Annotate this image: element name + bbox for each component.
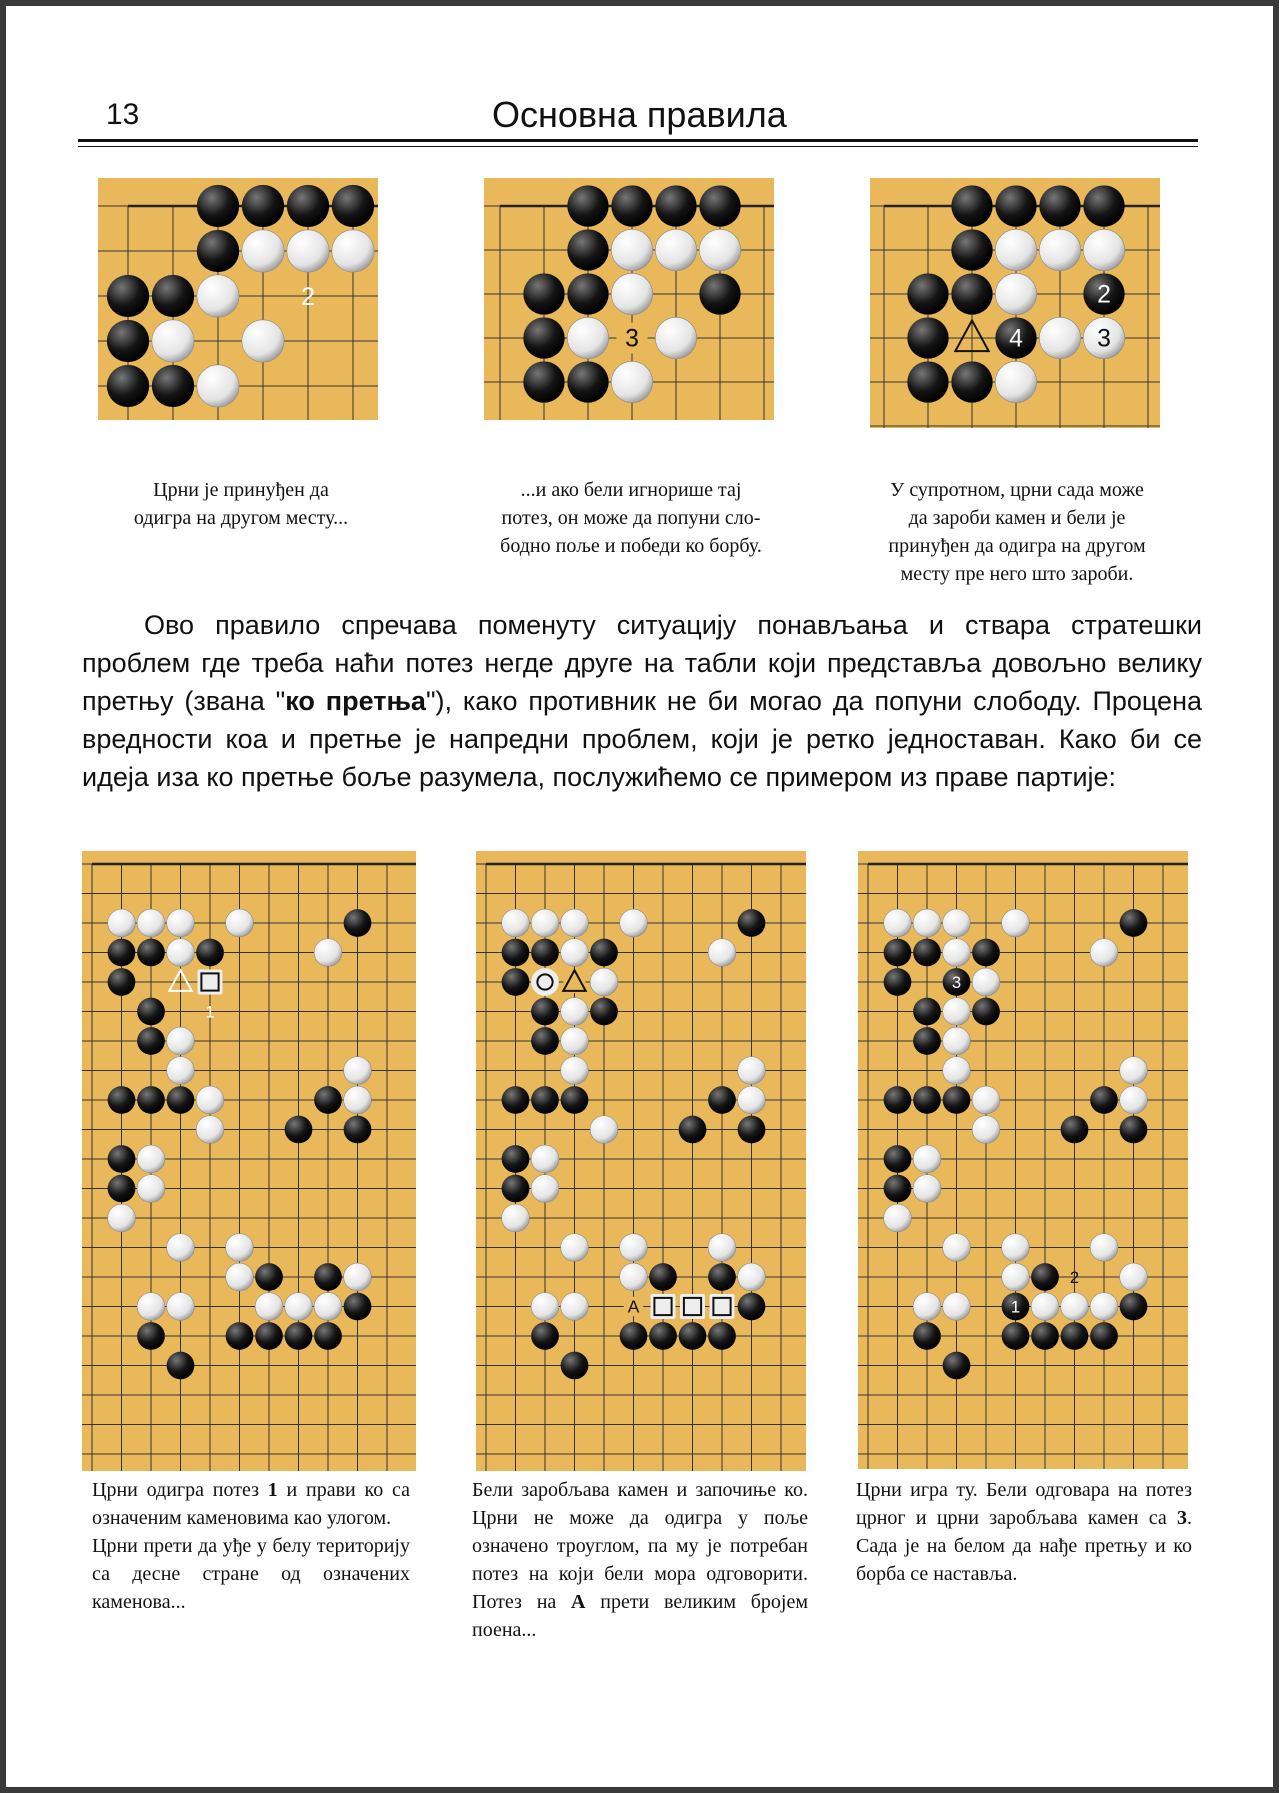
black-stone bbox=[523, 317, 564, 358]
white-stone bbox=[344, 1086, 372, 1114]
white-stone bbox=[943, 909, 971, 937]
white-stone bbox=[226, 1234, 254, 1262]
white-stone bbox=[620, 909, 648, 937]
white-stone bbox=[567, 317, 608, 358]
white-stone bbox=[913, 1293, 941, 1321]
black-stone bbox=[611, 185, 652, 226]
white-stone bbox=[1120, 1057, 1148, 1085]
black-stone bbox=[567, 273, 608, 314]
black-stone bbox=[108, 939, 136, 967]
white-stone bbox=[611, 229, 652, 270]
white-stone bbox=[1083, 229, 1124, 270]
white-stone bbox=[314, 939, 342, 967]
black-stone bbox=[907, 273, 948, 314]
white-stone bbox=[699, 229, 740, 270]
go-diagram-top-1 bbox=[98, 178, 378, 420]
black-stone bbox=[531, 1027, 559, 1055]
black-stone bbox=[708, 1322, 736, 1350]
white-stone bbox=[708, 1234, 736, 1262]
black-stone bbox=[943, 1352, 971, 1380]
white-stone bbox=[1002, 909, 1030, 937]
black-stone bbox=[137, 939, 165, 967]
black-stone bbox=[137, 998, 165, 1026]
white-stone bbox=[531, 1175, 559, 1203]
black-stone bbox=[255, 1263, 283, 1291]
white-stone bbox=[561, 1293, 589, 1321]
white-stone bbox=[285, 1293, 313, 1321]
black-stone bbox=[502, 939, 530, 967]
move-number-label: 3 bbox=[951, 972, 962, 992]
black-stone bbox=[255, 1322, 283, 1350]
black-stone bbox=[285, 1116, 313, 1144]
white-stone bbox=[1039, 317, 1080, 358]
black-stone bbox=[137, 1086, 165, 1114]
white-stone bbox=[561, 998, 589, 1026]
white-stone bbox=[995, 229, 1036, 270]
caption-line: Црни је принуђен да bbox=[153, 479, 329, 501]
caption-bold: 1 bbox=[267, 1479, 278, 1501]
caption-text: Црни одигра потез bbox=[92, 1479, 268, 1501]
caption-bottom-1 bbox=[92, 1476, 410, 1616]
white-stone bbox=[1002, 1234, 1030, 1262]
black-stone bbox=[1031, 1263, 1059, 1291]
caption-text: прети великим бројем поена... bbox=[472, 1591, 808, 1641]
black-stone bbox=[1120, 1116, 1148, 1144]
paragraph-text: "), како противник не би могао да попуни слободу. Процена вредности коа и претње је напредни проблем, који је ретко једноставан. Како би се идеја иза ко претње боље разумела, послужићемо се примером из праве партије: bbox=[82, 686, 1202, 792]
triangle-backdrop bbox=[563, 971, 585, 993]
white-stone bbox=[167, 909, 195, 937]
move-number-label: 2 bbox=[300, 282, 316, 311]
caption-top-3 bbox=[842, 476, 1192, 588]
move-number-label: 1 bbox=[205, 1002, 215, 1022]
white-stone bbox=[943, 1027, 971, 1055]
move-number-label: 2 bbox=[1097, 281, 1111, 309]
white-stone bbox=[255, 1293, 283, 1321]
black-stone bbox=[344, 1293, 372, 1321]
black-stone bbox=[502, 1086, 530, 1114]
black-stone bbox=[344, 909, 372, 937]
white-stone bbox=[620, 1234, 648, 1262]
header-rule-thin bbox=[78, 146, 1198, 147]
white-stone bbox=[226, 909, 254, 937]
black-stone bbox=[995, 185, 1036, 226]
black-stone bbox=[107, 320, 149, 362]
black-stone bbox=[738, 1116, 766, 1144]
white-stone bbox=[1090, 1234, 1118, 1262]
white-stone bbox=[226, 1263, 254, 1291]
black-stone bbox=[567, 185, 608, 226]
white-stone bbox=[332, 230, 374, 272]
white-stone bbox=[531, 909, 559, 937]
black-stone bbox=[972, 998, 1000, 1026]
white-stone bbox=[196, 1086, 224, 1114]
black-stone bbox=[344, 1116, 372, 1144]
header-rule-thick bbox=[78, 139, 1198, 142]
black-stone bbox=[620, 1322, 648, 1350]
move-number-label: 4 bbox=[1009, 325, 1023, 353]
black-stone bbox=[884, 1145, 912, 1173]
caption-line: месту пре него што зароби. bbox=[900, 563, 1134, 585]
white-stone bbox=[152, 320, 194, 362]
black-stone bbox=[531, 1322, 559, 1350]
caption-bottom-2 bbox=[472, 1476, 808, 1644]
paragraph-bold-term: ко претња bbox=[285, 686, 426, 716]
black-stone bbox=[226, 1322, 254, 1350]
white-stone bbox=[884, 1204, 912, 1232]
black-stone bbox=[287, 185, 329, 227]
white-stone bbox=[913, 909, 941, 937]
black-stone bbox=[167, 1352, 195, 1380]
white-stone bbox=[1090, 1293, 1118, 1321]
move-number-label: 2 bbox=[1069, 1267, 1080, 1287]
white-stone bbox=[197, 365, 239, 407]
black-stone bbox=[108, 1145, 136, 1173]
black-stone bbox=[523, 273, 564, 314]
caption-line: потез, он може да попуни сло- bbox=[501, 507, 761, 529]
black-stone bbox=[197, 185, 239, 227]
caption-line: бодно поље и победи ко борбу. bbox=[500, 535, 762, 557]
caption-top-1 bbox=[96, 476, 386, 532]
go-diagram-top-2 bbox=[484, 178, 774, 420]
black-stone bbox=[197, 230, 239, 272]
white-stone bbox=[242, 320, 284, 362]
black-stone bbox=[561, 1086, 589, 1114]
caption-text: Црни игра ту. Бели одговара на потез црног и црни заробљава камен са bbox=[856, 1479, 1192, 1529]
black-stone bbox=[502, 1175, 530, 1203]
go-diagram-bottom-3 bbox=[858, 851, 1198, 1471]
board-letter-label: A bbox=[627, 1296, 640, 1317]
black-stone bbox=[1090, 1322, 1118, 1350]
black-stone bbox=[531, 939, 559, 967]
white-stone bbox=[561, 1234, 589, 1262]
black-stone bbox=[167, 1086, 195, 1114]
caption-line: У супротном, црни сада може bbox=[890, 479, 1144, 501]
caption-text: . Сада је на белом да нађе претњу и ко борба се наставља. bbox=[856, 1507, 1192, 1585]
white-stone bbox=[995, 361, 1036, 402]
white-stone bbox=[561, 1027, 589, 1055]
move-number-label: 3 bbox=[625, 325, 639, 353]
move-number-label: 1 bbox=[1010, 1297, 1021, 1317]
black-stone bbox=[523, 361, 564, 402]
white-stone bbox=[943, 939, 971, 967]
black-stone bbox=[708, 1086, 736, 1114]
white-stone bbox=[314, 1293, 342, 1321]
black-stone bbox=[699, 273, 740, 314]
white-stone bbox=[1039, 229, 1080, 270]
white-stone bbox=[137, 1145, 165, 1173]
white-stone bbox=[1002, 1263, 1030, 1291]
black-stone bbox=[107, 275, 149, 317]
page-number: 13 bbox=[106, 98, 140, 131]
white-stone bbox=[167, 1293, 195, 1321]
white-stone bbox=[738, 1263, 766, 1291]
black-stone bbox=[738, 1293, 766, 1321]
black-stone bbox=[913, 1322, 941, 1350]
white-stone bbox=[287, 230, 329, 272]
black-stone bbox=[951, 229, 992, 270]
black-stone bbox=[567, 361, 608, 402]
black-stone bbox=[561, 1352, 589, 1380]
black-stone bbox=[502, 1145, 530, 1173]
black-stone bbox=[502, 968, 530, 996]
white-stone bbox=[1120, 1263, 1148, 1291]
white-stone bbox=[167, 939, 195, 967]
white-stone bbox=[137, 1175, 165, 1203]
black-stone bbox=[108, 1086, 136, 1114]
white-stone bbox=[913, 1175, 941, 1203]
black-stone bbox=[708, 1263, 736, 1291]
caption-bottom-3 bbox=[856, 1476, 1192, 1588]
black-stone bbox=[699, 185, 740, 226]
white-stone bbox=[502, 1204, 530, 1232]
caption-line: ...и ако бели игнорише тај bbox=[520, 479, 742, 501]
black-stone bbox=[108, 968, 136, 996]
white-stone bbox=[913, 1145, 941, 1173]
black-stone bbox=[884, 1175, 912, 1203]
white-stone bbox=[502, 909, 530, 937]
white-stone bbox=[655, 317, 696, 358]
black-stone bbox=[1061, 1116, 1089, 1144]
caption-line: да зароби камен и бели је bbox=[908, 507, 1126, 529]
white-stone bbox=[738, 1057, 766, 1085]
caption-bold: A bbox=[571, 1591, 586, 1613]
white-stone bbox=[196, 1116, 224, 1144]
black-stone bbox=[907, 361, 948, 402]
page-title: Основна правила bbox=[492, 94, 787, 135]
black-stone bbox=[108, 1175, 136, 1203]
black-stone bbox=[590, 998, 618, 1026]
caption-line: принуђен да одигра на другом bbox=[888, 535, 1146, 557]
black-stone bbox=[738, 909, 766, 937]
white-stone bbox=[972, 1116, 1000, 1144]
black-stone bbox=[884, 939, 912, 967]
white-stone bbox=[620, 1263, 648, 1291]
black-stone bbox=[314, 1322, 342, 1350]
black-stone bbox=[285, 1322, 313, 1350]
go-diagram-bottom-1 bbox=[82, 851, 422, 1471]
caption-bold: 3 bbox=[1177, 1507, 1187, 1529]
black-stone bbox=[1090, 1086, 1118, 1114]
white-stone bbox=[738, 1086, 766, 1114]
paragraph-text: Ово правило спречава поменуту ситуацију понављања и ствара стратешки проблем где треба наћи потез негде друге на табли који представља довољно велику претњу (звана " bbox=[82, 610, 1202, 716]
caption-text: и прави ко са означеним каменовима као улогом. bbox=[92, 1479, 410, 1529]
caption-text: Црни прети да уђе у белу територију са десне стране од означених каменова... bbox=[92, 1535, 410, 1613]
white-stone bbox=[943, 1234, 971, 1262]
white-stone bbox=[167, 1057, 195, 1085]
black-stone bbox=[951, 361, 992, 402]
go-diagram-bottom-2 bbox=[476, 851, 816, 1471]
black-stone bbox=[649, 1263, 677, 1291]
black-stone bbox=[943, 1086, 971, 1114]
white-stone bbox=[1090, 939, 1118, 967]
black-stone bbox=[567, 229, 608, 270]
black-stone bbox=[137, 1027, 165, 1055]
white-stone bbox=[972, 968, 1000, 996]
black-stone bbox=[1061, 1322, 1089, 1350]
black-stone bbox=[1039, 185, 1080, 226]
black-stone bbox=[884, 1086, 912, 1114]
caption-line: одигра на другом месту... bbox=[133, 507, 349, 529]
black-stone bbox=[907, 317, 948, 358]
black-stone bbox=[1083, 185, 1124, 226]
white-stone bbox=[655, 229, 696, 270]
white-stone bbox=[943, 1293, 971, 1321]
white-stone bbox=[1061, 1293, 1089, 1321]
white-stone bbox=[708, 939, 736, 967]
white-stone bbox=[137, 909, 165, 937]
black-stone bbox=[913, 998, 941, 1026]
document-page bbox=[6, 6, 1273, 1787]
white-stone bbox=[561, 1057, 589, 1085]
white-stone bbox=[1031, 1293, 1059, 1321]
black-stone bbox=[531, 1086, 559, 1114]
white-stone bbox=[884, 909, 912, 937]
white-stone bbox=[197, 275, 239, 317]
black-stone bbox=[242, 185, 284, 227]
black-stone bbox=[1031, 1322, 1059, 1350]
white-stone bbox=[531, 1293, 559, 1321]
circle-backdrop bbox=[531, 968, 559, 996]
black-stone bbox=[649, 1322, 677, 1350]
white-stone bbox=[561, 939, 589, 967]
white-stone bbox=[943, 1057, 971, 1085]
white-stone bbox=[108, 1204, 136, 1232]
black-stone bbox=[1120, 1293, 1148, 1321]
black-stone bbox=[884, 968, 912, 996]
black-stone bbox=[107, 365, 149, 407]
white-stone bbox=[344, 1057, 372, 1085]
body-paragraph bbox=[82, 606, 1202, 796]
black-stone bbox=[679, 1322, 707, 1350]
black-stone bbox=[913, 939, 941, 967]
move-number-label: 3 bbox=[1097, 325, 1111, 353]
black-stone bbox=[1120, 909, 1148, 937]
white-stone bbox=[972, 1086, 1000, 1114]
white-stone bbox=[1120, 1086, 1148, 1114]
white-stone bbox=[137, 1293, 165, 1321]
go-diagram-top-3 bbox=[870, 178, 1160, 428]
black-stone bbox=[951, 273, 992, 314]
white-stone bbox=[167, 1234, 195, 1262]
black-stone bbox=[332, 185, 374, 227]
black-stone bbox=[1002, 1322, 1030, 1350]
black-stone bbox=[655, 185, 696, 226]
white-stone bbox=[108, 909, 136, 937]
white-stone bbox=[167, 1027, 195, 1055]
caption-text: Бели заробљава камен и започиње ко. Црни не може да одигра у поље означено троуглом, па му је потребан потез на који бели мора одговорити. Потез на bbox=[472, 1479, 808, 1613]
white-stone bbox=[561, 909, 589, 937]
black-stone bbox=[137, 1322, 165, 1350]
white-stone bbox=[590, 1116, 618, 1144]
white-stone bbox=[611, 273, 652, 314]
black-stone bbox=[152, 365, 194, 407]
white-stone bbox=[531, 1145, 559, 1173]
white-stone bbox=[590, 968, 618, 996]
white-stone bbox=[943, 998, 971, 1026]
white-stone bbox=[344, 1263, 372, 1291]
black-stone bbox=[314, 1086, 342, 1114]
caption-top-2 bbox=[466, 476, 796, 560]
black-stone bbox=[951, 185, 992, 226]
white-stone bbox=[242, 230, 284, 272]
black-stone bbox=[531, 998, 559, 1026]
black-stone bbox=[913, 1086, 941, 1114]
black-stone bbox=[314, 1263, 342, 1291]
black-stone bbox=[152, 275, 194, 317]
white-stone bbox=[611, 361, 652, 402]
white-stone bbox=[995, 273, 1036, 314]
black-stone bbox=[913, 1027, 941, 1055]
black-stone bbox=[196, 939, 224, 967]
black-stone bbox=[590, 939, 618, 967]
black-stone bbox=[679, 1116, 707, 1144]
black-stone bbox=[972, 939, 1000, 967]
